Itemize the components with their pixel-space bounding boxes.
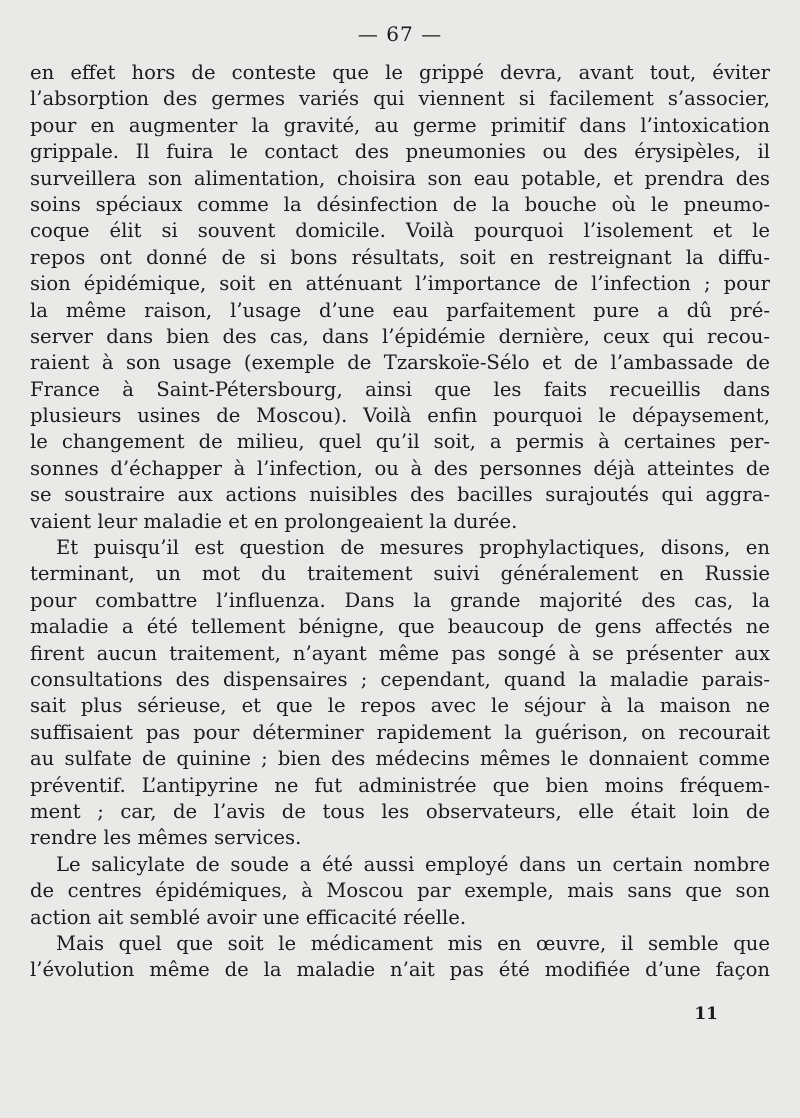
text-line: raient à son usage (exemple de Tzarskoïe-Sélo et de l’ambassade de (30, 351, 770, 375)
text-line: au sulfate de quinine ; bien des médecins mêmes le donnaient comme (30, 747, 770, 771)
text-line: repos ont donné de si bons résultats, soit en restreignant la diffu- (30, 245, 770, 269)
text-line: pour en augmenter la gravité, au germe primitif dans l’intoxication (30, 113, 770, 137)
text-line: en effet hors de conteste que le grippé devra, avant tout, éviter (30, 61, 770, 84)
text-line: action ait semblé avoir une efficacité réelle. (30, 905, 467, 929)
text-line: sait plus sérieuse, et que le repos avec le séjour à la maison ne (30, 694, 770, 718)
text-line: surveillera son alimentation, choisira son eau potable, et prendra des (30, 166, 770, 190)
text-line: l’évolution même de la maladie n’ait pas été modifiée d’une façon (30, 958, 770, 982)
text-line: se soustraire aux actions nuisibles des bacilles surajoutés qui aggra- (30, 483, 770, 507)
text-line: préventif. L’antipyrine ne fut administrée que bien moins fréquem- (30, 773, 770, 797)
text-line: Mais quel que soit le médicament mis en œuvre, il semble que (56, 931, 770, 955)
text-line: sion épidémique, soit en atténuant l’importance de l’infection ; pour (30, 272, 770, 296)
text-line: suffisaient pas pour déterminer rapidement la guérison, on recourait (30, 720, 770, 744)
body-text (30, 60, 770, 984)
text-line: firent aucun traitement, n’ayant même pas songé à se présenter aux (30, 641, 770, 665)
text-line: l’absorption des germes variés qui viennent si facilement s’associer, (30, 87, 770, 111)
page-number: — 67 — (357, 22, 443, 46)
text-line: grippale. Il fuira le contact des pneumonies ou des érysipèles, il (30, 140, 770, 164)
text-line: la même raison, l’usage d’une eau parfaitement pure a dû pré- (30, 298, 770, 322)
text-line: ment ; car, de l’avis de tous les observateurs, elle était loin de (30, 799, 770, 823)
text-line: vaient leur maladie et en prolongeaient la durée. (30, 509, 518, 533)
text-line: plusieurs usines de Moscou). Voilà enfin pourquoi le dépaysement, (30, 404, 770, 428)
text-line: terminant, un mot du traitement suivi généralement en Russie (30, 562, 770, 586)
text-line: coque élit si souvent domicile. Voilà pourquoi l’isolement et le (30, 219, 770, 243)
text-line: Le salicylate de soude a été aussi employé dans un certain nombre (56, 852, 770, 876)
text-line: rendre les mêmes services. (30, 826, 302, 850)
text-line: de centres épidémiques, à Moscou par exemple, mais sans que son (30, 879, 770, 903)
text-line: Et puisqu’il est question de mesures prophylactiques, disons, en (56, 536, 770, 560)
text-line: France à Saint-Pétersbourg, ainsi que les faits recueillis dans (30, 377, 770, 401)
signature-mark: 11 (694, 1004, 718, 1024)
text-line: server dans bien des cas, dans l’épidémie dernière, ceux qui recou- (30, 324, 770, 348)
text-line: sonnes d’échapper à l’infection, ou à des personnes déjà atteintes de (30, 456, 770, 480)
text-line: consultations des dispensaires ; cependant, quand la maladie parais- (30, 667, 770, 691)
text-line: le changement de milieu, quel qu’il soit, a permis à certaines per- (30, 430, 770, 454)
text-line: maladie a été tellement bénigne, que beaucoup de gens affectés ne (30, 615, 770, 639)
text-line: soins spéciaux comme la désinfection de la bouche où le pneumo- (30, 192, 770, 216)
text-line: pour combattre l’influenza. Dans la grande majorité des cas, la (30, 588, 770, 612)
